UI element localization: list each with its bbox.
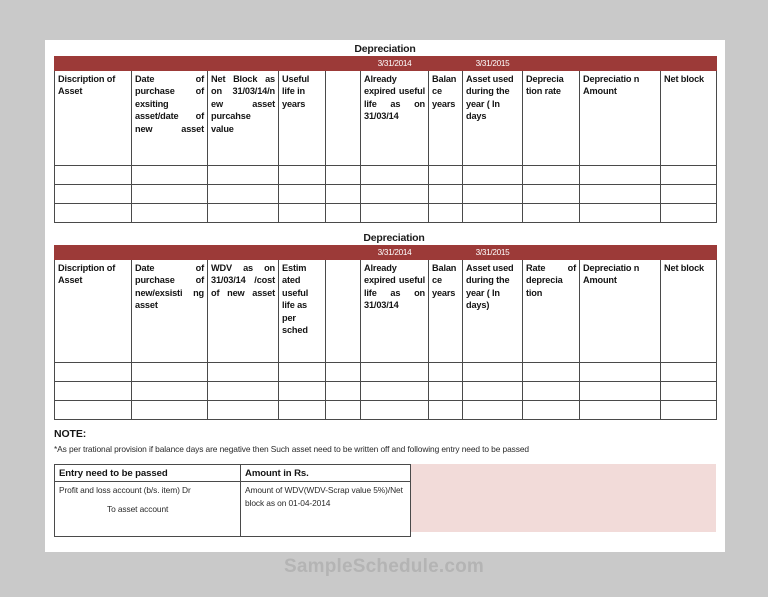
t2-band-cell-0 bbox=[55, 246, 132, 260]
t1-cell-r2-c5[interactable] bbox=[361, 204, 429, 223]
t1-col-header-discription-of-asset: Discription of Asset bbox=[55, 71, 132, 166]
t1-cell-r2-c3[interactable] bbox=[279, 204, 326, 223]
t2-cell-r0-c9[interactable] bbox=[580, 363, 661, 382]
t2-cell-r1-c6[interactable] bbox=[429, 382, 463, 401]
depreciation-table-2 bbox=[54, 245, 717, 420]
t2-cell-r1-c2[interactable] bbox=[208, 382, 279, 401]
t1-band-cell-6 bbox=[429, 57, 463, 71]
t2-col-header-wdv-as-on: WDV as on 31/03/14 /cost of new asset bbox=[208, 260, 279, 363]
entry-header-left: Entry need to be passed bbox=[55, 465, 241, 482]
t1-col-header-depreciation-amount: Depreciatio n Amount bbox=[580, 71, 661, 166]
t2-cell-r1-c7[interactable] bbox=[463, 382, 523, 401]
t2-cell-r0-c3[interactable] bbox=[279, 363, 326, 382]
t1-cell-r2-c9[interactable] bbox=[580, 204, 661, 223]
t1-col-header-useful-life-in-years: Useful life in years bbox=[279, 71, 326, 166]
entry-line-credit: To asset account bbox=[107, 504, 169, 514]
t1-cell-r0-c3[interactable] bbox=[279, 166, 326, 185]
t1-cell-r1-c5[interactable] bbox=[361, 185, 429, 204]
t2-cell-r1-c8[interactable] bbox=[523, 382, 580, 401]
note-text: *As per trational provision if balance days are negative then Such asset need to be written off and following entry need to be passed bbox=[54, 444, 529, 454]
t1-col-header-already-expired-useful-life: Already expired useful life as on 31/03/14 bbox=[361, 71, 429, 166]
t2-cell-r2-c0[interactable] bbox=[55, 401, 132, 420]
t2-band-cell-9 bbox=[580, 246, 661, 260]
t1-cell-r2-c1[interactable] bbox=[132, 204, 208, 223]
entry-table bbox=[54, 464, 411, 537]
t1-col-header-asset-used-during-year: Asset used during the year ( In days bbox=[463, 71, 523, 166]
t2-col-header-net-block: Net block bbox=[661, 260, 717, 363]
t1-cell-r0-c5[interactable] bbox=[361, 166, 429, 185]
t1-cell-r1-c1[interactable] bbox=[132, 185, 208, 204]
t1-cell-r0-c8[interactable] bbox=[523, 166, 580, 185]
depreciation-table-2-block bbox=[54, 232, 716, 420]
t1-cell-r0-c1[interactable] bbox=[132, 166, 208, 185]
t1-band-cell-1 bbox=[132, 57, 208, 71]
t1-cell-r2-c0[interactable] bbox=[55, 204, 132, 223]
entry-body-right: Amount of WDV(WDV-Scrap value 5%)/Net block as on 01-04-2014 bbox=[241, 482, 411, 537]
t1-cell-r1-c3[interactable] bbox=[279, 185, 326, 204]
t2-cell-r1-c10[interactable] bbox=[661, 382, 717, 401]
t1-cell-r0-c7[interactable] bbox=[463, 166, 523, 185]
t2-cell-r0-c2[interactable] bbox=[208, 363, 279, 382]
t1-cell-r2-c4[interactable] bbox=[326, 204, 361, 223]
t1-cell-r1-c8[interactable] bbox=[523, 185, 580, 204]
t2-band-cell-10 bbox=[661, 246, 717, 260]
entry-line-debit: Profit and loss account (b/s. item) Dr bbox=[59, 485, 191, 495]
table-row[interactable] bbox=[55, 363, 717, 382]
t1-cell-r0-c6[interactable] bbox=[429, 166, 463, 185]
note-section bbox=[54, 428, 716, 456]
t1-band-cell-10 bbox=[661, 57, 717, 71]
t1-band-cell-3 bbox=[279, 57, 326, 71]
t2-col-header-already-expired-useful-life: Already expired useful life as on 31/03/14 bbox=[361, 260, 429, 363]
t1-cell-r2-c2[interactable] bbox=[208, 204, 279, 223]
t1-col-header-net-block: Net Block as on 31/03/14/n ew asset purcahse value bbox=[208, 71, 279, 166]
t1-cell-r2-c8[interactable] bbox=[523, 204, 580, 223]
depreciation-table-1 bbox=[54, 56, 717, 223]
document-sheet bbox=[45, 40, 725, 552]
entry-body-row bbox=[55, 482, 411, 537]
t2-col-header-rate-of-depreciation: Rate of deprecia tion bbox=[523, 260, 580, 363]
t2-col-header-asset-used-during-year: Asset used during the year ( In days) bbox=[463, 260, 523, 363]
t1-band-cell-2 bbox=[208, 57, 279, 71]
t1-col-header-net-block: Net block bbox=[661, 71, 717, 166]
t1-cell-r0-c10[interactable] bbox=[661, 166, 717, 185]
t2-col-header-estimated-useful-life: Estim ated useful life as per sched bbox=[279, 260, 326, 363]
t2-cell-r0-c5[interactable] bbox=[361, 363, 429, 382]
t2-cell-r2-c8[interactable] bbox=[523, 401, 580, 420]
t2-cell-r2-c4[interactable] bbox=[326, 401, 361, 420]
t2-cell-r1-c5[interactable] bbox=[361, 382, 429, 401]
table-1-body bbox=[55, 166, 717, 223]
t2-band-date-2015: 3/31/2015 bbox=[463, 246, 523, 260]
t1-cell-r2-c6[interactable] bbox=[429, 204, 463, 223]
t1-band-date-2014: 3/31/2014 bbox=[361, 57, 429, 71]
t2-col-header-balance-years: Balan ce years bbox=[429, 260, 463, 363]
t2-cell-r1-c3[interactable] bbox=[279, 382, 326, 401]
t2-cell-r1-c9[interactable] bbox=[580, 382, 661, 401]
t2-cell-r2-c9[interactable] bbox=[580, 401, 661, 420]
t1-cell-r1-c7[interactable] bbox=[463, 185, 523, 204]
t2-band-cell-3 bbox=[279, 246, 326, 260]
t2-band-cell-8 bbox=[523, 246, 580, 260]
t2-cell-r2-c5[interactable] bbox=[361, 401, 429, 420]
table-1-date-band-row bbox=[55, 57, 717, 71]
t2-cell-r2-c1[interactable] bbox=[132, 401, 208, 420]
t2-band-cell-1 bbox=[132, 246, 208, 260]
t1-cell-r0-c2[interactable] bbox=[208, 166, 279, 185]
t2-col-header-blank bbox=[326, 260, 361, 363]
t2-cell-r0-c8[interactable] bbox=[523, 363, 580, 382]
table-row[interactable] bbox=[55, 166, 717, 185]
table-2-header-row bbox=[55, 260, 717, 363]
t1-col-header-date-of-purchase: Date of purchase of exsiting asset/date of new asset bbox=[132, 71, 208, 166]
t2-cell-r2-c10[interactable] bbox=[661, 401, 717, 420]
t1-cell-r1-c4[interactable] bbox=[326, 185, 361, 204]
t2-band-cell-4 bbox=[326, 246, 361, 260]
t2-cell-r0-c1[interactable] bbox=[132, 363, 208, 382]
table-1-title: Depreciation bbox=[354, 43, 416, 55]
t1-col-header-blank bbox=[326, 71, 361, 166]
pink-highlight-band bbox=[409, 464, 716, 532]
t1-cell-r1-c10[interactable] bbox=[661, 185, 717, 204]
t2-col-header-depreciation-amount: Depreciatio n Amount bbox=[580, 260, 661, 363]
table-row[interactable] bbox=[55, 204, 717, 223]
table-2-body bbox=[55, 363, 717, 420]
depreciation-table-1-block bbox=[54, 43, 716, 223]
t1-cell-r1-c9[interactable] bbox=[580, 185, 661, 204]
t1-cell-r0-c0[interactable] bbox=[55, 166, 132, 185]
t1-cell-r0-c4[interactable] bbox=[326, 166, 361, 185]
t2-cell-r2-c2[interactable] bbox=[208, 401, 279, 420]
t2-band-cell-6 bbox=[429, 246, 463, 260]
t1-col-header-depreciation-rate: Deprecia tion rate bbox=[523, 71, 580, 166]
t1-cell-r0-c9[interactable] bbox=[580, 166, 661, 185]
entry-header-row bbox=[55, 465, 411, 482]
t1-cell-r1-c6[interactable] bbox=[429, 185, 463, 204]
entry-body-left bbox=[55, 482, 241, 537]
t2-col-header-date-of-purchase: Date of purchase of new/exsisti ng asset bbox=[132, 260, 208, 363]
t1-cell-r2-c7[interactable] bbox=[463, 204, 523, 223]
watermark-samplescheduled: SampleSchedule.com bbox=[283, 556, 484, 577]
t2-band-cell-2 bbox=[208, 246, 279, 260]
t1-cell-r1-c0[interactable] bbox=[55, 185, 132, 204]
t2-cell-r0-c10[interactable] bbox=[661, 363, 717, 382]
table-2-date-band-row bbox=[55, 246, 717, 260]
t2-cell-r0-c6[interactable] bbox=[429, 363, 463, 382]
entry-section bbox=[54, 464, 716, 532]
table-2-title: Depreciation bbox=[363, 232, 425, 244]
t2-cell-r2-c3[interactable] bbox=[279, 401, 326, 420]
t2-cell-r1-c4[interactable] bbox=[326, 382, 361, 401]
t1-col-header-balance-years: Balan ce years bbox=[429, 71, 463, 166]
t1-cell-r1-c2[interactable] bbox=[208, 185, 279, 204]
t1-cell-r2-c10[interactable] bbox=[661, 204, 717, 223]
t2-cell-r0-c0[interactable] bbox=[55, 363, 132, 382]
t2-cell-r2-c6[interactable] bbox=[429, 401, 463, 420]
entry-header-right: Amount in Rs. bbox=[241, 465, 411, 482]
t1-band-cell-4 bbox=[326, 57, 361, 71]
t1-band-cell-9 bbox=[580, 57, 661, 71]
t2-cell-r2-c7[interactable] bbox=[463, 401, 523, 420]
table-row[interactable] bbox=[55, 382, 717, 401]
t2-cell-r1-c0[interactable] bbox=[55, 382, 132, 401]
table-row[interactable] bbox=[55, 185, 717, 204]
t2-cell-r1-c1[interactable] bbox=[132, 382, 208, 401]
table-1-header-row bbox=[55, 71, 717, 166]
table-row[interactable] bbox=[55, 401, 717, 420]
t2-cell-r0-c4[interactable] bbox=[326, 363, 361, 382]
t2-band-date-2014: 3/31/2014 bbox=[361, 246, 429, 260]
t1-band-cell-8 bbox=[523, 57, 580, 71]
t2-col-header-discription-of-asset: Discription of Asset bbox=[55, 260, 132, 363]
t1-band-date-2015: 3/31/2015 bbox=[463, 57, 523, 71]
t2-cell-r0-c7[interactable] bbox=[463, 363, 523, 382]
t1-band-cell-0 bbox=[55, 57, 132, 71]
note-title: NOTE: bbox=[54, 428, 87, 440]
